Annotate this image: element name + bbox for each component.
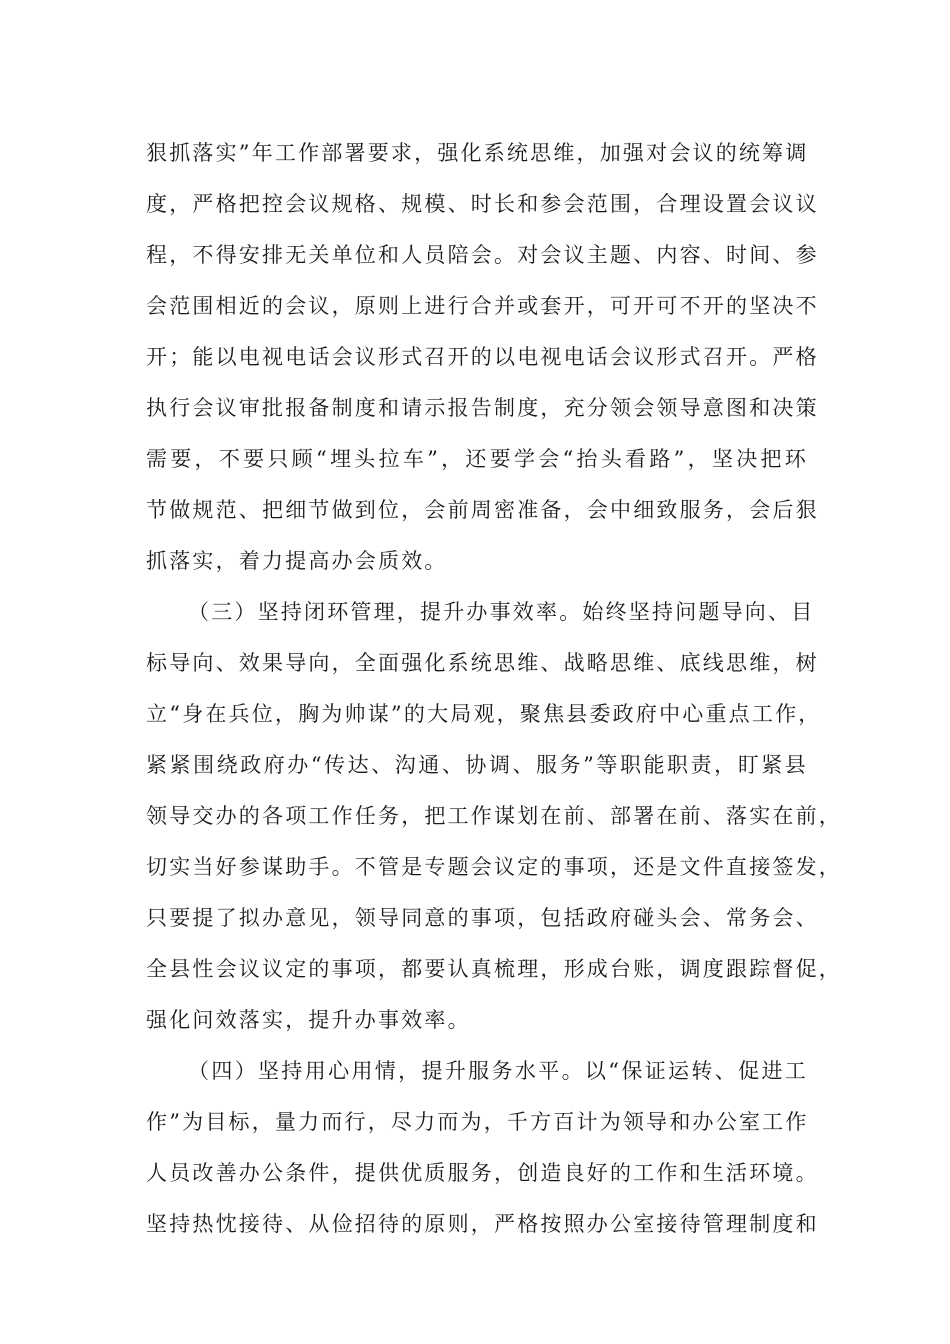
text-line: 强化问效落实，提升办事效率。 (146, 1008, 471, 1032)
text-line: 程，不得安排无关单位和人员陪会。对会议主题、内容、时间、参 (146, 243, 819, 267)
text-line: 会范围相近的会议，原则上进行合并或套开，可开可不开的坚决不 (146, 294, 819, 318)
text-line: 节做规范、把细节做到位，会前周密准备，会中细致服务，会后狠 (146, 498, 819, 522)
text-line: 只要提了拟办意见，领导同意的事项，包括政府碰头会、常务会、 (146, 906, 819, 930)
text-line: 标导向、效果导向，全面强化系统思维、战略思维、底线思维，树 (146, 651, 819, 675)
paragraph-heading-line: （四）坚持用心用情，提升服务水平。以“保证运转、促进工 (188, 1059, 808, 1083)
text-line: 人员改善办公条件，提供优质服务，创造良好的工作和生活环境。 (146, 1161, 819, 1185)
text-line: 切实当好参谋助手。不管是专题会议定的事项，还是文件直接签发， (146, 855, 842, 879)
text-line: 全县性会议议定的事项，都要认真梳理，形成台账，调度跟踪督促， (146, 957, 842, 981)
text-line: 狠抓落实”年工作部署要求，强化系统思维，加强对会议的统筹调 (146, 141, 809, 165)
text-line: 执行会议审批报备制度和请示报告制度，充分领会领导意图和决策 (146, 396, 819, 420)
text-line: 立“身在兵位，胸为帅谋”的大局观，聚焦县委政府中心重点工作， (146, 702, 822, 726)
body-text (146, 128, 842, 1250)
text-line: 坚持热忱接待、从俭招待的原则，严格按照办公室接待管理制度和 (146, 1212, 819, 1236)
text-line: 开；能以电视电话会议形式召开的以电视电话会议形式召开。严格 (146, 345, 819, 369)
text-line: 紧紧围绕政府办“传达、沟通、协调、服务”等职能职责，盯紧县 (146, 753, 808, 777)
text-line: 度，严格把控会议规格、规模、时长和参会范围，合理设置会议议 (146, 192, 819, 216)
text-line: 需要，不要只顾“埋头拉车”，还要学会“抬头看路”，坚决把环 (146, 447, 808, 471)
text-line: 领导交办的各项工作任务，把工作谋划在前、部署在前、落实在前， (146, 804, 842, 828)
text-line: 作”为目标，量力而行，尽力而为，千方百计为领导和办公室工作 (146, 1110, 809, 1134)
text-line: 抓落实，着力提高办会质效。 (146, 549, 448, 573)
paragraph-heading-line: （三）坚持闭环管理，提升办事效率。始终坚持问题导向、目 (188, 600, 815, 624)
